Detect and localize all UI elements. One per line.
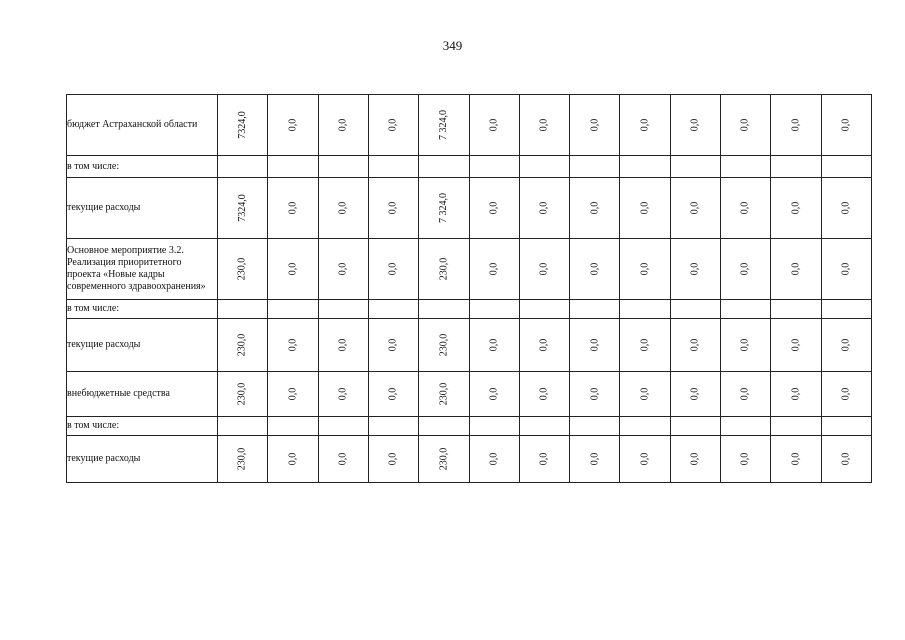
cell-value: 0,0	[538, 338, 550, 352]
value-cell	[469, 319, 519, 372]
value-cell	[721, 300, 771, 319]
value-cell	[217, 372, 267, 417]
cell-value: 0,0	[337, 452, 349, 466]
cell-value: 0,0	[739, 387, 751, 401]
row-label: в том числе:	[67, 417, 218, 436]
cell-value: 0,0	[387, 118, 399, 132]
row-label: текущие расходы	[67, 319, 218, 372]
value-cell	[771, 300, 821, 319]
table-row	[67, 239, 872, 300]
value-cell	[570, 372, 620, 417]
value-cell	[469, 436, 519, 483]
cell-value: 7 324,0	[437, 110, 449, 140]
value-cell	[620, 239, 670, 300]
cell-value: 230,0	[437, 333, 449, 357]
cell-value: 230,0	[236, 382, 248, 406]
value-cell	[821, 156, 871, 178]
value-cell	[217, 300, 267, 319]
value-cell	[318, 436, 368, 483]
value-cell	[620, 178, 670, 239]
cell-value: 0,0	[840, 118, 852, 132]
cell-value: 0,0	[588, 387, 600, 401]
value-cell	[771, 436, 821, 483]
value-cell	[469, 178, 519, 239]
cell-value: 0,0	[639, 452, 651, 466]
table-row	[67, 95, 872, 156]
cell-value: 7 324,0	[437, 193, 449, 223]
value-cell	[670, 417, 720, 436]
cell-value: 230,0	[437, 257, 449, 281]
cell-value: 230,0	[236, 333, 248, 357]
value-cell	[469, 300, 519, 319]
cell-value: 0,0	[286, 452, 298, 466]
cell-value: 0,0	[840, 201, 852, 215]
cell-value: 0,0	[337, 387, 349, 401]
cell-value: 230,0	[437, 447, 449, 471]
value-cell	[519, 239, 569, 300]
cell-value: 0,0	[286, 387, 298, 401]
value-cell	[217, 95, 267, 156]
value-cell	[318, 239, 368, 300]
value-cell	[368, 156, 418, 178]
value-cell	[821, 300, 871, 319]
value-cell	[268, 372, 318, 417]
cell-value: 0,0	[538, 201, 550, 215]
cell-value: 0,0	[387, 452, 399, 466]
cell-value: 0,0	[538, 262, 550, 276]
value-cell	[217, 239, 267, 300]
value-cell	[670, 436, 720, 483]
value-cell	[821, 319, 871, 372]
value-cell	[721, 319, 771, 372]
cell-value: 0,0	[639, 338, 651, 352]
value-cell	[318, 300, 368, 319]
row-label: в том числе:	[67, 156, 218, 178]
cell-value: 230,0	[437, 382, 449, 406]
cell-value: 0,0	[387, 201, 399, 215]
value-cell	[821, 436, 871, 483]
cell-value: 0,0	[639, 262, 651, 276]
value-cell	[721, 417, 771, 436]
value-cell	[318, 319, 368, 372]
value-cell	[268, 239, 318, 300]
cell-value: 0,0	[538, 452, 550, 466]
cell-value: 0,0	[488, 452, 500, 466]
cell-value: 0,0	[689, 452, 701, 466]
value-cell	[318, 417, 368, 436]
cell-value: 0,0	[739, 338, 751, 352]
value-cell	[620, 300, 670, 319]
row-label: в том числе:	[67, 300, 218, 319]
cell-value: 0,0	[337, 338, 349, 352]
cell-value: 0,0	[286, 338, 298, 352]
table-row	[67, 372, 872, 417]
value-cell	[821, 178, 871, 239]
cell-value: 0,0	[639, 201, 651, 215]
value-cell	[419, 300, 469, 319]
value-cell	[821, 95, 871, 156]
value-cell	[721, 178, 771, 239]
cell-value: 0,0	[387, 387, 399, 401]
value-cell	[670, 156, 720, 178]
row-label: текущие расходы	[67, 436, 218, 483]
row-label: Основное мероприятие 3.2. Реализация приоритетного проекта «Новые кадры современного здравоохранения»	[67, 239, 218, 300]
cell-value: 0,0	[739, 118, 751, 132]
value-cell	[469, 239, 519, 300]
value-cell	[620, 417, 670, 436]
value-cell	[368, 436, 418, 483]
cell-value: 0,0	[337, 262, 349, 276]
cell-value: 0,0	[588, 262, 600, 276]
value-cell	[570, 436, 620, 483]
value-cell	[519, 300, 569, 319]
cell-value: 0,0	[588, 118, 600, 132]
cell-value: 0,0	[840, 387, 852, 401]
value-cell	[419, 417, 469, 436]
cell-value: 0,0	[790, 262, 802, 276]
cell-value: 0,0	[689, 338, 701, 352]
value-cell	[268, 436, 318, 483]
table-row	[67, 156, 872, 178]
value-cell	[217, 319, 267, 372]
value-cell	[570, 300, 620, 319]
value-cell	[368, 417, 418, 436]
cell-value: 0,0	[488, 262, 500, 276]
cell-value: 0,0	[840, 262, 852, 276]
value-cell	[519, 95, 569, 156]
cell-value: 0,0	[588, 338, 600, 352]
cell-value: 0,0	[488, 387, 500, 401]
cell-value: 0,0	[790, 201, 802, 215]
value-cell	[368, 178, 418, 239]
value-cell	[519, 156, 569, 178]
row-label: бюджет Астраханской области	[67, 95, 218, 156]
value-cell	[821, 239, 871, 300]
cell-value: 0,0	[538, 387, 550, 401]
value-cell	[318, 95, 368, 156]
cell-value: 0,0	[639, 118, 651, 132]
value-cell	[268, 417, 318, 436]
cell-value: 230,0	[236, 257, 248, 281]
value-cell	[771, 156, 821, 178]
value-cell	[771, 372, 821, 417]
cell-value: 0,0	[387, 338, 399, 352]
value-cell	[519, 372, 569, 417]
value-cell	[469, 95, 519, 156]
value-cell	[419, 372, 469, 417]
cell-value: 0,0	[790, 452, 802, 466]
value-cell	[318, 372, 368, 417]
value-cell	[419, 95, 469, 156]
row-label: внебюджетные средства	[67, 372, 218, 417]
value-cell	[771, 319, 821, 372]
value-cell	[419, 436, 469, 483]
value-cell	[419, 178, 469, 239]
value-cell	[519, 436, 569, 483]
value-cell	[570, 156, 620, 178]
value-cell	[217, 156, 267, 178]
cell-value: 0,0	[286, 201, 298, 215]
cell-value: 0,0	[538, 118, 550, 132]
value-cell	[368, 319, 418, 372]
budget-table	[66, 94, 872, 483]
cell-value: 0,0	[588, 201, 600, 215]
value-cell	[771, 95, 821, 156]
row-label: текущие расходы	[67, 178, 218, 239]
cell-value: 0,0	[790, 338, 802, 352]
value-cell	[821, 372, 871, 417]
cell-value: 0,0	[488, 338, 500, 352]
value-cell	[368, 372, 418, 417]
table-row	[67, 417, 872, 436]
cell-value: 230,0	[236, 447, 248, 471]
value-cell	[771, 178, 821, 239]
table-row	[67, 178, 872, 239]
cell-value: 0,0	[739, 262, 751, 276]
value-cell	[469, 372, 519, 417]
cell-value: 0,0	[689, 201, 701, 215]
cell-value: 0,0	[588, 452, 600, 466]
value-cell	[670, 178, 720, 239]
value-cell	[469, 156, 519, 178]
value-cell	[570, 95, 620, 156]
cell-value: 0,0	[488, 201, 500, 215]
value-cell	[670, 95, 720, 156]
value-cell	[570, 178, 620, 239]
cell-value: 0,0	[689, 387, 701, 401]
value-cell	[670, 300, 720, 319]
value-cell	[620, 95, 670, 156]
value-cell	[670, 319, 720, 372]
value-cell	[670, 239, 720, 300]
value-cell	[419, 319, 469, 372]
cell-value: 0,0	[639, 387, 651, 401]
cell-value: 0,0	[689, 262, 701, 276]
cell-value: 0,0	[790, 118, 802, 132]
value-cell	[268, 178, 318, 239]
value-cell	[620, 319, 670, 372]
cell-value: 0,0	[286, 262, 298, 276]
value-cell	[318, 156, 368, 178]
cell-value: 0,0	[739, 452, 751, 466]
cell-value: 0,0	[337, 118, 349, 132]
value-cell	[721, 372, 771, 417]
cell-value: 0,0	[387, 262, 399, 276]
value-cell	[268, 300, 318, 319]
table-row	[67, 436, 872, 483]
cell-value: 0,0	[840, 452, 852, 466]
cell-value: 0,0	[337, 201, 349, 215]
value-cell	[268, 319, 318, 372]
value-cell	[771, 239, 821, 300]
value-cell	[318, 178, 368, 239]
value-cell	[419, 239, 469, 300]
value-cell	[721, 95, 771, 156]
value-cell	[519, 417, 569, 436]
value-cell	[217, 417, 267, 436]
cell-value: 0,0	[488, 118, 500, 132]
cell-value: 0,0	[790, 387, 802, 401]
value-cell	[620, 372, 670, 417]
value-cell	[217, 436, 267, 483]
value-cell	[821, 417, 871, 436]
value-cell	[721, 239, 771, 300]
cell-value: 0,0	[840, 338, 852, 352]
value-cell	[570, 239, 620, 300]
cell-value: 0,0	[286, 118, 298, 132]
value-cell	[570, 319, 620, 372]
cell-value: 0,0	[739, 201, 751, 215]
value-cell	[419, 156, 469, 178]
cell-value: 7324,0	[236, 111, 248, 139]
value-cell	[721, 436, 771, 483]
cell-value: 0,0	[689, 118, 701, 132]
value-cell	[721, 156, 771, 178]
cell-value: 7324,0	[236, 194, 248, 222]
value-cell	[771, 417, 821, 436]
value-cell	[620, 156, 670, 178]
value-cell	[670, 372, 720, 417]
table-row	[67, 300, 872, 319]
value-cell	[217, 178, 267, 239]
value-cell	[368, 239, 418, 300]
value-cell	[519, 319, 569, 372]
value-cell	[620, 436, 670, 483]
value-cell	[268, 156, 318, 178]
value-cell	[368, 300, 418, 319]
value-cell	[268, 95, 318, 156]
page-number: 349	[442, 38, 463, 53]
value-cell	[570, 417, 620, 436]
value-cell	[469, 417, 519, 436]
value-cell	[519, 178, 569, 239]
value-cell	[368, 95, 418, 156]
table-row	[67, 319, 872, 372]
